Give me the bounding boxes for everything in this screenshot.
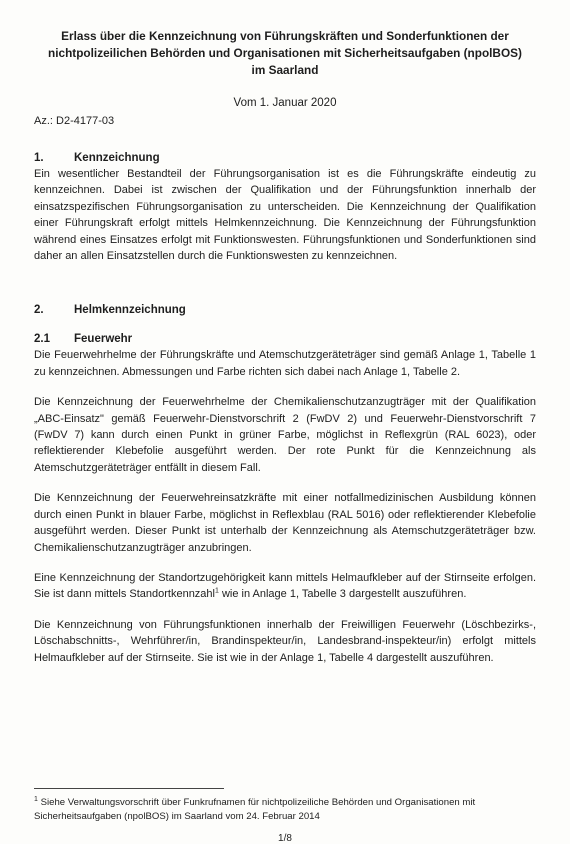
page-number: 1/8 — [278, 833, 292, 844]
section-2-1-paragraph-2: Die Kennzeichnung der Feuerwehrhelme der Chemikalienschutzanzugträger mit der Qualifikation „ABC-Einsatz" gemäß Feuerwehr-Dienstvorschrift 2 (FwDV 2) und Feuerwehr-Dienstvorschrift 7 (FwDV 7) kann durch einen Punkt in grüner Farbe, möglichst in Reflexgrün (RAL 6023), oder reflektierender Klebefolie ausgeführt werden. Der rote Punkt für die Kennzeichnung als Atemschutzgeräteträger entfällt in diesem Fall. — [34, 396, 536, 474]
paragraph-4-text-start: Eine Kennzeichnung der Standortzugehörigkeit kann mittels Helmaufkleber auf der Stirnseite erfolgen. Sie ist dann mittels Standortkennzahl — [34, 571, 536, 601]
section-2-1-paragraph-3: Die Kennzeichnung der Feuerwehreinsatzkräfte mit einer notfallmedizinischen Ausbildung können durch einen Punkt in blauer Farbe, möglichst in Reflexblau (RAL 5016) oder reflektierender Klebefolie ausgeführt werden. Dieser Punkt ist unterhalb der Kennzeichnung als Atemschutzgeräteträger bzw. Chemikalienschutzanzugträger anzubringen. — [34, 492, 536, 554]
footnote-text: Siehe Verwaltungsvorschrift über Funkrufnamen für nichtpolizeiliche Behörden und Organisationen mit Sicherheitsaufgaben (npolBOS) im Saarland vom 24. Februar 2014 — [34, 797, 476, 822]
reference-number: Az.: D2-4177-03 — [34, 115, 115, 127]
document-date: Vom 1. Januar 2020 — [233, 97, 337, 109]
section-2-1-number: 2.1 — [34, 333, 50, 346]
section-2-heading — [34, 303, 536, 318]
section-2-1-paragraph-5: Die Kennzeichnung von Führungsfunktionen innerhalb der Freiwilligen Feuerwehr (Löschbezirks-, Löschabschnitts-, Wehrführer/in, Brandinspekteur/in, Landesbrand-inspekteur/in) erfolgt mittels Helmaufkleber auf der Stirnseite. Sie ist wie in der Anlage 1, Tabelle 4 dargestellt auszuführen. — [34, 618, 536, 664]
footnote — [34, 796, 536, 823]
section-2-1-paragraph-1: Die Feuerwehrhelme der Führungskräfte und Atemschutzgeräteträger sind gemäß Anlage 1, Tabelle 1 zu kennzeichnen. Abmessungen und Farbe richten sich dabei nach Anlage 1, Tabelle 2. — [34, 349, 536, 378]
section-2-number: 2. — [34, 304, 44, 317]
document-title: Erlass über die Kennzeichnung von Führungskräften und Sonderfunktionen der nichtpolizeilichen Behörden und Organisationen mit Sicherheitsaufgaben (npolBOS) im Saarland — [48, 29, 522, 77]
section-2-1-heading — [34, 332, 536, 347]
section-2-1-title: Feuerwehr — [74, 333, 133, 346]
section-2-title: Helmkennzeichnung — [74, 304, 186, 317]
section-1-number: 1. — [34, 152, 44, 164]
footnote-marker: 1 — [34, 795, 38, 803]
section-1-title: Kennzeichnung — [74, 152, 160, 164]
section-1-heading — [34, 151, 536, 166]
footnote-reference[interactable]: 1 — [215, 587, 219, 595]
section-2-1-paragraph-4 — [34, 570, 536, 603]
section-1-text: Ein wesentlicher Bestandteil der Führungsorganisation ist es die Führungskräfte eindeutig zu kennzeichnen. Dabei ist zwischen der Qualifikation und der Führungsfunktion innerhalb der einsatzspezifischen Führungsorganisation zu unterscheiden. Die Kennzeichnung der Qualifikation einer Führungskraft erfolgt mittels Helmkennzeichnung. Die Kennzeichnung der Führungsfunktion während eines Einsatzes erfolgt mit Funktionswesten. Führungsfunktionen und Sonderfunktionen sind daher an allen Einsatzstellen durch die Funktionswesten zu kennzeichnen. — [34, 168, 536, 263]
paragraph-4-text-end: wie in Anlage 1, Tabelle 3 dargestellt auszuführen. — [218, 588, 467, 601]
footnote-divider — [34, 788, 224, 789]
